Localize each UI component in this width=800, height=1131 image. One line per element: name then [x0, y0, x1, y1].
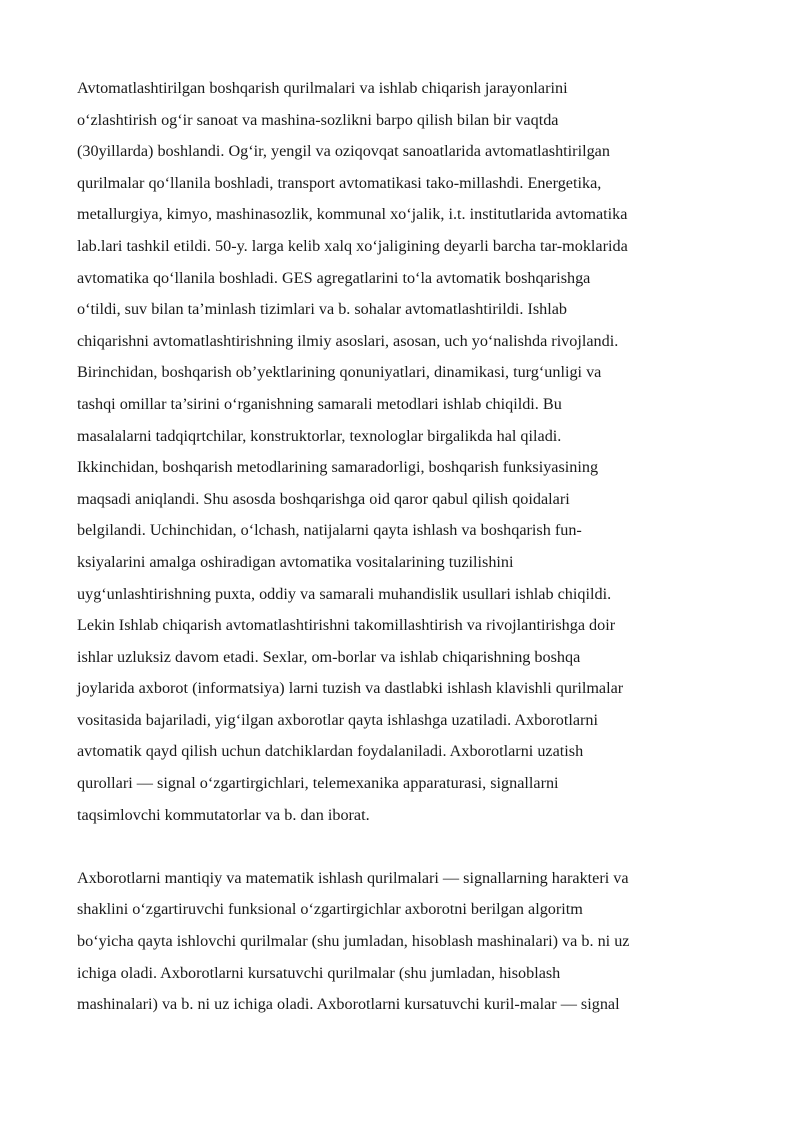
text-line: chiqarishni avtomatlashtirishning ilmiy asoslari, asosan, uch yo‘nalishda rivojlandi. — [77, 331, 619, 350]
paragraph-1 — [77, 73, 727, 831]
text-line: ichiga oladi. Axborotlarni kursatuvchi qurilmalar (shu jumladan, hisoblash — [77, 963, 561, 982]
paragraph-2 — [77, 863, 727, 1021]
text-line: Birinchidan, boshqarish ob’yektlarining qonuniyatlari, dinamikasi, turg‘unligi va — [77, 363, 602, 382]
text-line: vositasida bajariladi, yig‘ilgan axborotlar qayta ishlashga uzatiladi. Axborotlarni — [77, 710, 599, 729]
text-line: mashinalari) va b. ni uz ichiga oladi. Axborotlarni kursatuvchi kuril-malar — signal — [77, 995, 620, 1014]
text-line: bo‘yicha qayta ishlovchi qurilmalar (shu jumladan, hisoblash mashinalari) va b. ni uz — [77, 932, 630, 951]
text-line: uyg‘unlashtirishning puxta, oddiy va samarali muhandislik usullari ishlab chiqildi. — [77, 584, 612, 603]
text-line: qurilmalar qo‘llanila boshladi, transport avtomatikasi tako-millashdi. Energetika, — [77, 173, 602, 192]
text-line: maqsadi aniqlandi. Shu asosda boshqarishga oid qaror qabul qilish qoidalari — [77, 489, 570, 508]
text-line: ishlar uzluksiz davom etadi. Sexlar, om-borlar va ishlab chiqarishning boshqa — [77, 647, 581, 666]
paragraph-spacer — [77, 831, 727, 863]
text-line: Axborotlarni mantiqiy va matematik ishlash qurilmalari — signallarning harakteri va — [77, 868, 629, 887]
text-line: qurollari — signal o‘zgartirgichlari, telemexanika apparaturasi, signallarni — [77, 774, 559, 793]
text-line: belgilandi. Uchinchidan, o‘lchash, natijalarni qayta ishlash va boshqarish fun- — [77, 521, 582, 540]
text-line: masalalarni tadqiqrtchilar, konstruktorlar, texnologlar birgalikda hal qiladi. — [77, 426, 562, 445]
text-line: joylarida axborot (informatsiya) larni tuzish va dastlabki ishlash klavishli qurilmalar — [77, 679, 624, 698]
text-line: avtomatika qo‘llanila boshladi. GES agregatlarini to‘la avtomatik boshqarishga — [77, 268, 591, 287]
text-line: (30yillarda) boshlandi. Og‘ir, yengil va oziqovqat sanoatlarida avtomatlashtirilgan — [77, 142, 610, 161]
text-line: lab.lari tashkil etildi. 50-y. larga kelib xalq xo‘jaligining deyarli barcha tar-moklarida — [77, 236, 628, 255]
text-line: metallurgiya, kimyo, mashinasozlik, kommunal xo‘jalik, i.t. institutlarida avtomatika — [77, 205, 628, 224]
text-line: Lekin Ishlab chiqarish avtomatlashtirishni takomillashtirish va rivojlantirishga doir — [77, 616, 616, 635]
text-line: shaklini o‘zgartiruvchi funksional o‘zgartirgichlar axborotni berilgan algoritm — [77, 900, 583, 919]
text-line: Ikkinchidan, boshqarish metodlarining samaradorligi, boshqarish funksiyasining — [77, 458, 599, 477]
text-line: ksiyalarini amalga oshiradigan avtomatika vositalarining tuzilishini — [77, 552, 514, 571]
text-line: Avtomatlashtirilgan boshqarish qurilmalari va ishlab chiqarish jarayonlarini — [77, 79, 568, 97]
text-line: o‘zlashtirish og‘ir sanoat va mashina-sozlikni barpo qilish bilan bir vaqtda — [77, 110, 559, 129]
text-line: taqsimlovchi kommutatorlar va b. dan iborat. — [77, 805, 370, 824]
text-line: tashqi omillar ta’sirini o‘rganishning samarali metodlari ishlab chiqildi. Bu — [77, 394, 562, 413]
document-page — [77, 73, 727, 1021]
text-line: o‘tildi, suv bilan ta’minlash tizimlari va b. sohalar avtomatlashtirildi. Ishlab — [77, 300, 568, 319]
text-line: avtomatik qayd qilish uchun datchiklardan foydalaniladi. Axborotlarni uzatish — [77, 742, 584, 761]
